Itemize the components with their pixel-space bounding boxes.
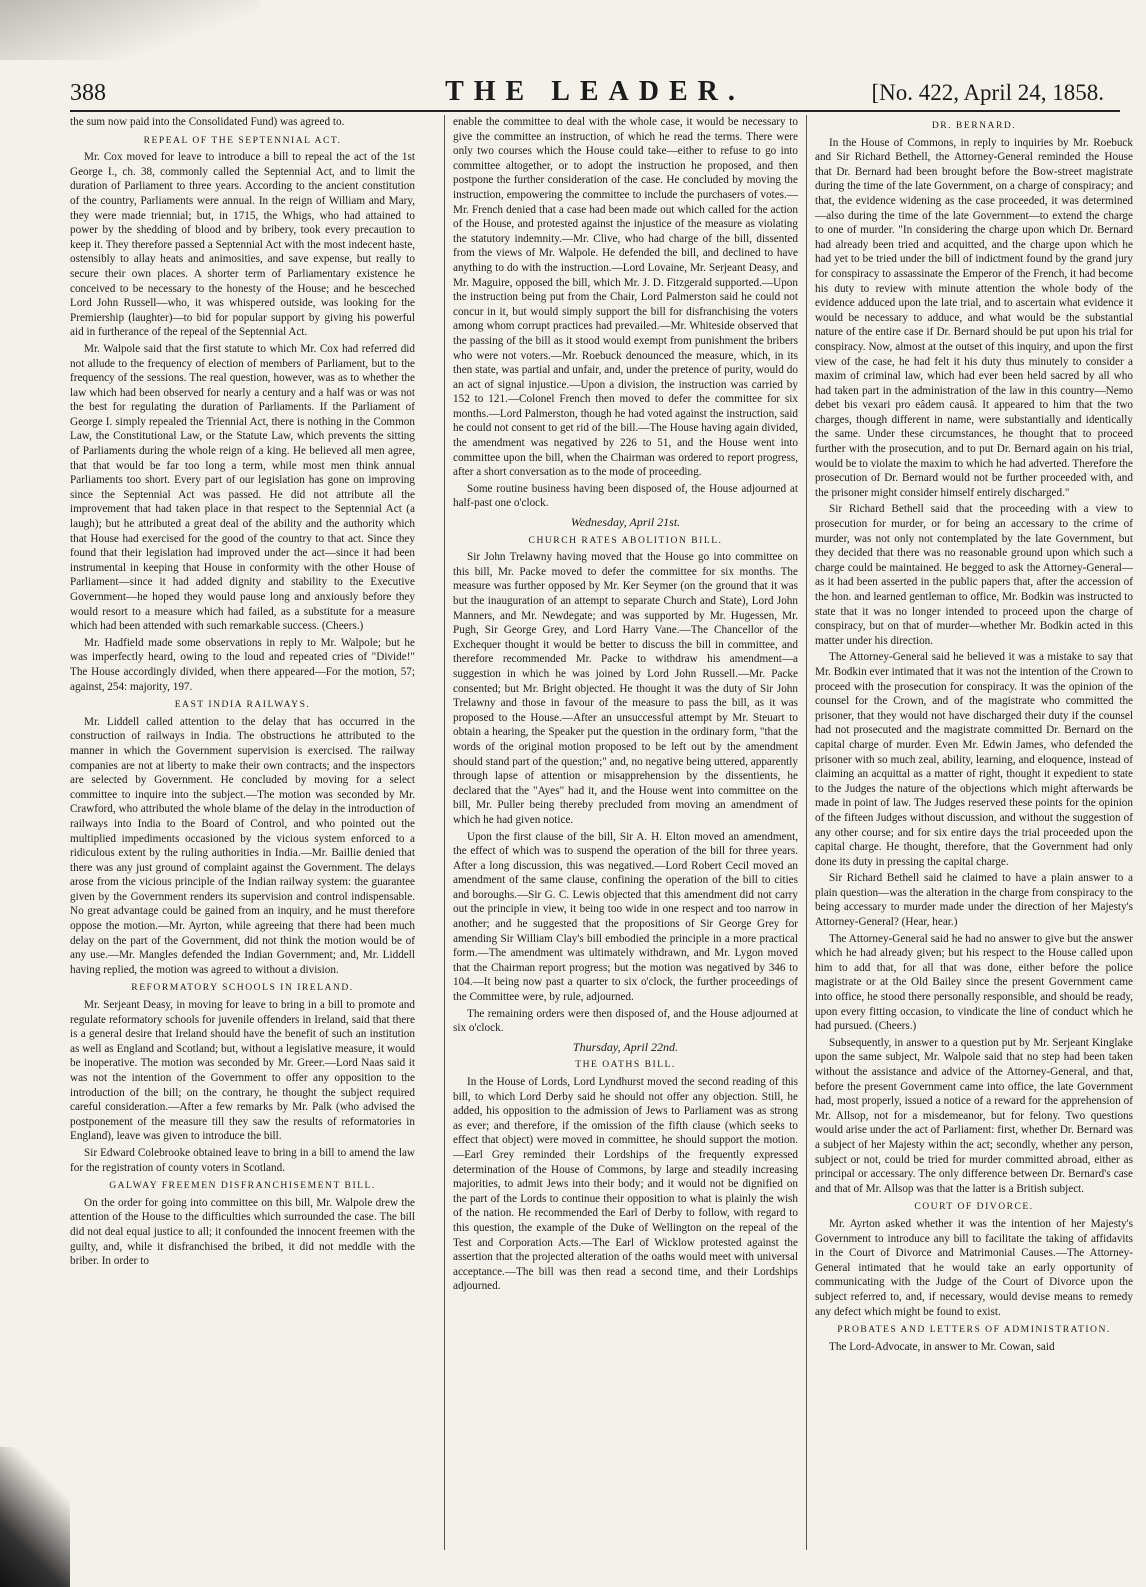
masthead-rule	[70, 110, 1120, 112]
paragraph: Mr. Ayrton asked whether it was the intention of her Majesty's Government to introduce any bill to facilitate the taking of affidavits in the Court of Divorce and Matrimonial Causes.—The Attorney-General intimated that he would take an early opportunity of communicating with the Judge of the Court of Divorce upon the subject referred to, and, if necessary, would devise means to remedy any defect which might be found to exist.	[815, 1217, 1133, 1318]
paragraph: The remaining orders were then disposed of, and the House adjourned at six o'clock.	[453, 1007, 798, 1035]
section-heading: REPEAL OF THE SEPTENNIAL ACT.	[143, 134, 342, 146]
paragraph: enable the committee to deal with the whole case, it would be necessary to give the committee an instruction, of which he read the terms. There were only two courses which the House could take—either to refuse to go into committee altogether, or to adopt the instruction he proposed, and then postpone the further consideration of the case. He concluded by moving the instruction, empowering the committee to include the purchasers of votes.—Mr. French denied that a case had been made out which called for the action of the House, and protested against the injustice of the measure as violating the statutory indemnity.—Mr. Clive, who had charge of the bill, dissented from the views of Mr. Walpole. He defended the bill, and declined to have anything to do with the instruction.—Lord Lovaine, Mr. Serjeant Deasy, and Mr. Maguire, opposed the bill, which Mr. J. D. Fitzgerald supported.—Upon the instruction being put from the Chair, Lord Palmerston said he could not concur in it, but would simply support the bill for disfranchising the voters among whom corrupt practices had prevailed.—Mr. Whiteside observed that the passing of the bill as it stood would exempt from punishment the bribers who were not voters.—Mr. Roebuck denounced the measure, which, in its then state, was partial and unfair, and, under the pretence of purity, would do an act of signal injustice.—Upon a division, the instruction was carried by 152 to 121.—Colonel French then moved to defer the committee for six months.—Lord Palmerston, though he had voted against the instruction, said he could not consent to get rid of the bill.—The House having again divided, the amendment was negatived by 226 to 51, and the House went into committee upon the bill, when the Chairman was ordered to report progress, after a short conversation as to the mode of proceeding.	[453, 116, 798, 479]
section-heading: THE OATHS BILL.	[575, 1059, 676, 1071]
section-heading: EAST INDIA RAILWAYS.	[174, 699, 311, 711]
page-corner-shadow	[0, 1447, 70, 1587]
section-heading: COURT OF DIVORCE.	[914, 1201, 1034, 1213]
column-3	[815, 115, 1133, 1555]
paragraph: the sum now paid into the Consolidated Fund) was agreed to.	[70, 116, 345, 128]
column-2	[453, 115, 798, 1555]
masthead	[70, 74, 1120, 110]
sitting-date: Thursday, April 22nd.	[572, 1039, 679, 1054]
paragraph: Mr. Walpole said that the first statute to which Mr. Cox had referred did not allude to the frequency of election of members of Parliament, but to the frequency of the sessions. The real question, however, was as to whether the law which had been observed for nearly a century and a half was or was not the best for regulating the duration of Parliaments. If the Parliament of George I. simply repealed the Triennial Act, there is nothing in the Common Law, the Constitutional Law, or the Statute Law, which prevents the sitting of Parliaments during the whole reign of a king. He believed all men agree, that that would be far too long a term, while most men think annual Parliaments too short. Every part of our legislation has gone on improving since the Septennial Act was passed. He did not attribute all the improvement that had taken place in that respect to the Septennial Act (a laugh); but he attributed a great deal of the ability and the authority which that House had exercised for the good of the country to that act. Since they found that their legislation had improved under the act—since it had been instrumental in keeping that House in conformity with the other House of Parliament—since it had added dignity and stability to the Executive Government—he hoped they would pause long and anxiously before they would resort to a measure which had failed, as a substitute for a measure which had been attended with such remarkable success. (Cheers.)	[70, 342, 415, 633]
column-1	[70, 115, 415, 1555]
paragraph: Sir John Trelawny having moved that the House go into committee on this bill, Mr. Packe moved to defer the committee for six months. The measure was further opposed by Mr. Ker Seymer (on the ground that it was but the inauguration of an attempt to separate Church and State), Lord John Manners, and Mr. Newdegate; and was supported by Mr. Hugessen, Mr. Pugh, Sir George Grey, and Lord Harry Vane.—The Chancellor of the Exchequer thought it would be better to discuss the bill in committee, and therefore recommended Mr. Packe to withdraw his amendment—a suggestion in which he was joined by Lord John Russell.—Mr. Packe consented; but Mr. Bright objected. He thought it was the duty of Sir John Trelawny and those in favour of the measure to pass the bill, as it was proposed to the House.—After an unsuccessful attempt by Mr. Steuart to obtain a hearing, the Speaker put the question in the ordinary form, "that the words of the original motion proposed to be left out by the amendment should stand part of the question;" and, no negative being uttered, apparently through lapse of attention or misapprehension by the dissentients, he declared that the "Ayes" had it, and the House went into committee on the bill, Mr. Puller being thereby precluded from moving an amendment of which he had given notice.	[453, 551, 798, 826]
paragraph: Some routine business having been disposed of, the House adjourned at half-past one o'clock.	[453, 482, 798, 510]
section-heading: GALWAY FREEMEN DISFRANCHISEMENT BILL.	[109, 1180, 376, 1192]
paragraph: In the House of Lords, Lord Lyndhurst moved the second reading of this bill, to which Lord Derby said he should not offer any objection. Still, he added, his opposition to the admission of Jews to Parliament was as strong as ever; and therefore, if the omission of the fifth clause (which seeks to effect that object) were moved in committee, he should support the motion.—Earl Grey reminded their Lordships of the frequently expressed determination of the House of Commons, by large and steadily increasing majorities, to admit Jews into their body; and it would not be dignified on the part of the Lords to continue their opposition to what is plainly the wish of the nation. He recommended the Earl of Derby to follow, with regard to this question, the example of the Duke of Wellington on the repeal of the Test and Corporation Acts.—The Earl of Wicklow protested against the assertion that the projected alteration of the oaths would meet with universal acceptance.—The bill was then read a second time, and their Lordships adjourned.	[453, 1076, 798, 1293]
paragraph: Mr. Serjeant Deasy, in moving for leave to bring in a bill to promote and regulate reformatory schools for juvenile offenders in Ireland, said that there is a general desire that Ireland should have the benefit of such an institution as well as England and Scotland; but, without a legislative measure, it would be inoperative. The motion was seconded by Mr. Greer.—Lord Naas said it was not the intention of the Government to offer any opposition to the introduction of the bill; on the contrary, he thought the subject required careful consideration.—After a few remarks by Mr. Palk (who advised the postponement of the measure till they saw the results of reformatories in England), leave was given to introduce the bill.	[70, 999, 415, 1143]
paragraph: In the House of Commons, in reply to inquiries by Mr. Roebuck and Sir Richard Bethell, the Attorney-General reminded the House that Dr. Bernard had been brought before the Bow-street magistrate during the time of the late Government, on a charge of conspiracy; and that, the evidence widening as the case proceeded, it was determined—also during the time of the late Government—to extend the charge to one of murder. "In considering the charge upon which Dr. Bernard had already been tried and acquitted, and the charge upon which he had yet to be tried under the bill of indictment found by the grand jury for conspiracy to assassinate the Emperor of the French, it had become his duty to review with minute attention the whole body of the evidence adduced upon the late trial, and to ascertain what evidence it would be necessary to adduce, and what would be the substantial nature of the entire case if Dr. Bernard should be put upon his trial for conspiracy. Now, almost at the outset of this inquiry, and upon the first view of the case, he had felt it his duty thus minutely to consider a maxim of criminal law, which had ever been held sacred by all who had taken part in the administration of the law in this country—Nemo debet bis vexari pro eâdem causâ. It appeared to him that the two charges, though different in name, were substantially and identically the same. Under these circumstances, he thought that to proceed further with the prosecution, and to put Dr. Bernard again on his trial, would be to violate the maxim to which he had adverted. Therefore the prosecution of Dr. Bernard would not be further proceeded with, and the prisoner might consider himself entirely discharged."	[815, 136, 1133, 499]
paragraph: Subsequently, in answer to a question put by Mr. Serjeant Kinglake upon the same subject, Mr. Walpole said that no step had been taken without the assistance and advice of the Attorney-General, and that, before the present Government came into office, the late Government had, most properly, issued a notice of a reward for the apprehension of Mr. Allsop, not for a misdemeanor, but for felony. Two questions would arise under the act of Parliament: first, whether Dr. Bernard was a subject of her Majesty within the act; secondly, whether any person, subject or not, could be tried for murder committed abroad, either as principal or accessary. The only difference between Dr. Bernard's case and that of Mr. Allsop was that the latter is a British subject.	[815, 1036, 1133, 1195]
paragraph: Mr. Hadfield made some observations in reply to Mr. Walpole; but he was imperfectly heard, owing to the loud and repeated cries of "Divide!" The House accordingly divided, when there appeared—For the motion, 57; against, 254: majority, 197.	[70, 636, 415, 693]
paragraph: Mr. Cox moved for leave to introduce a bill to repeal the act of the 1st George I., ch. 38, commonly called the Septennial Act, and to limit the duration of Parliament to three years. According to the ancient constitution of the country, Parliaments were annual. In the reign of William and Mary, they were made triennial; but, in 1715, the Whigs, who had attained to power by the shedding of blood and by bribery, took every precaution to keep it. They therefore passed a Septennial Act with the most indecent haste, ostensibly to allay heats and animosities, and save expense, but really to secure their own places. A shorter term of Parliamentary existence he conceived to be necessary to the honesty of the House; and he besceched Lord John Russell—who, it was whispered outside, was looking for the Premiership (laughter)—to bid for popular support by giving his powerful aid in furtherance of the repeal of the Septennial Act.	[70, 151, 415, 339]
paragraph: Sir Edward Colebrooke obtained leave to bring in a bill to amend the law for the registration of county voters in Scotland.	[70, 1146, 415, 1174]
paragraph: On the order for going into committee on this bill, Mr. Walpole drew the attention of the House to the difficulties which surrounded the case. The bill did not deal equal justice to all; it confounded the innocent freemen with the guilty, and, while it disfranchised the bribed, it did not meddle with the briber. In order to	[70, 1196, 415, 1268]
newspaper-title: THE LEADER.	[445, 76, 745, 107]
page-number: 388	[70, 80, 106, 106]
paragraph: Upon the first clause of the bill, Sir A. H. Elton moved an amendment, the effect of which was to suspend the operation of the bill for three years. After a long discussion, this was negatived.—Lord Robert Cecil moved an amendment of the same clause, confining the operation of the bill to cities and boroughs.—Sir G. C. Lewis objected that this amendment did not carry out the principle in view, it being too wide in one respect and too narrow in another; and he suggested that the propositions of Sir George Grey for amending Sir William Clay's bill embodied the principle in a more practical form.—The amendment was ultimately withdrawn, and Mr. Lygon moved that the Chairman report progress; but the motion was negatived by 346 to 104.—It being now past a quarter to six o'clock, the further proceedings of the Committee were, by rule, adjourned.	[453, 830, 798, 1004]
section-heading: DR. BERNARD.	[931, 120, 1017, 131]
sitting-date: Wednesday, April 21st.	[570, 515, 681, 530]
paragraph: The Attorney-General said he believed it was a mistake to say that Mr. Bodkin ever intimated that it was not the intention of the Crown to proceed with the prosecution for conspiracy. It was the opinion of the counsel for the Crown, and of the magistrate who committed the prisoner, that they would not have discharged their duty if the counsel had not prosecuted and the magistrate committed Dr. Bernard on the capital charge of murder. Even Mr. Edwin James, who defended the prisoner with so much zeal, ability, learning, and eloquence, instead of claiming an acquittal as a matter of right, thought it expedient to state to the Judges the nature of the objections which might afterwards be made in point of law. The Judges reserved these points for the opinion of the fifteen Judges without discussion, and without the suggestion of any other course; and for six entire days the trial proceeded upon the capital charge. He thought, therefore, that the Government had only done its duty in pressing the capital charge.	[815, 651, 1133, 868]
page-corner-shadow	[0, 0, 260, 60]
paragraph: Sir Richard Bethell said he claimed to have a plain answer to a plain question—was the alteration in the charge from conspiracy to the being accessary to murder made under the direction of her Majesty's Attorney-General? (Hear, hear.)	[815, 872, 1133, 929]
paragraph: The Lord-Advocate, in answer to Mr. Cowan, said	[829, 1340, 1055, 1353]
paragraph: Sir Richard Bethell said that the proceeding with a view to prosecution for murder, or for being an accessary to the crime of murder, was not only not contemplated by the late Government, but they decided that there was no reasonable ground upon which such a charge could be maintained. He begged to ask the Attorney-General—as it had been asserted in the public papers that, after the accession of the hon. and learned gentleman to office, Mr. Bodkin was instructed to state that it was no longer intended to proceed upon the charge of conspiracy, but on that of murder—whether Mr. Bodkin acted in this matter under his direction.	[815, 503, 1133, 647]
section-heading: CHURCH RATES ABOLITION BILL.	[528, 534, 723, 546]
issue-date: [No. 422, April 24, 1858.	[871, 80, 1104, 105]
section-heading: REFORMATORY SCHOOLS IN IRELAND.	[131, 982, 354, 994]
paragraph: Mr. Liddell called attention to the delay that has occurred in the construction of railways in India. The obstructions he attributed to the manner in which the Government supervision is exercised. The railway companies are not at liberty to make their own contracts; and the inspectors are selected by Government. He concluded by moving for a select committee to inquire into the subject.—The motion was seconded by Mr. Crawford, who attributed the whole blame of the delay in the introduction of railways into India to the Board of Control, and who pointed out the multiplied impediments occasioned by the vicious system enforced to a ridiculous extent by the ruling authorities in India.—Mr. Baillie denied that there was any just ground of complaint against the Government. The delays arose from the vicious principle of the Indian railway system: the guarantee given by the Government renders its supervision and control indispensable. No great advantage could be gained from an inquiry, and he must therefore oppose the motion.—Mr. Ayrton, while agreeing that there had been much delay on the part of the Government, did not think the motion would be of any use.—Mr. Mangles defended the Indian Government; and, Mr. Liddell having replied, the motion was agreed to without a division.	[70, 715, 415, 976]
column-rule	[444, 115, 445, 1550]
paragraph: The Attorney-General said he had no answer to give but the answer which he had already given; but his respect to the House called upon him to add that, for all that was done, either before the police magistrate or at the Old Bailey since the present Government came into office, he stood there personally responsible, and should be ready, upon every fitting occasion, to vindicate the line of conduct which he had pursued. (Cheers.)	[815, 932, 1133, 1033]
column-rule	[806, 115, 807, 1550]
section-heading: PROBATES AND LETTERS OF ADMINISTRATION.	[837, 1324, 1111, 1336]
